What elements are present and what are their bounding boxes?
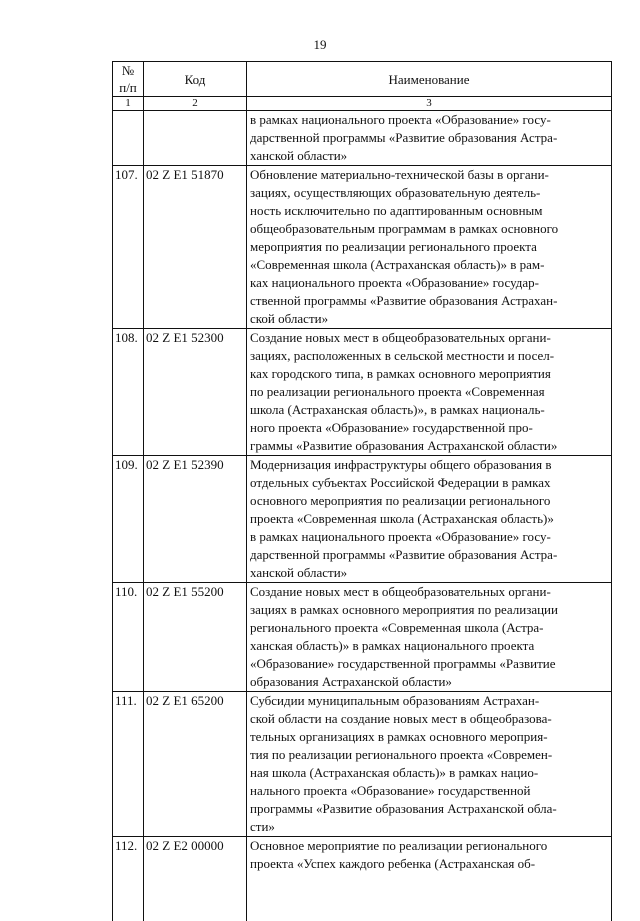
name-line: граммы «Развитие образования Астраханской области» <box>250 437 608 455</box>
name-line: ханской области» <box>250 564 608 582</box>
name-line: дарственной программы «Развитие образования Астра- <box>250 129 608 147</box>
row-code: 02 Z E1 55200 <box>144 583 247 692</box>
table-row <box>113 166 612 329</box>
name-line: дарственной программы «Развитие образования Астра- <box>250 546 608 564</box>
column-index-2: 2 <box>144 97 247 111</box>
name-line: нального проекта «Образование» государственной <box>250 782 608 800</box>
name-line: зациях, расположенных в сельской местности и посел- <box>250 347 608 365</box>
row-num: 111. <box>113 692 144 837</box>
name-line: школа (Астраханская область)», в рамках националь- <box>250 401 608 419</box>
name-line: сти» <box>250 818 608 836</box>
header-code: Код <box>144 62 247 97</box>
row-num: 107. <box>113 166 144 329</box>
header-num: № п/п <box>113 62 144 97</box>
name-line: проекта «Современная школа (Астраханская область)» <box>250 510 608 528</box>
budget-classification-table <box>112 61 612 921</box>
page-number: 19 <box>0 37 640 53</box>
name-line: зациях, осуществляющих образовательную деятель- <box>250 184 608 202</box>
name-line: по реализации регионального проекта «Современная <box>250 383 608 401</box>
name-line: зациях в рамках основного мероприятия по реализации <box>250 601 608 619</box>
row-name <box>247 692 612 837</box>
row-name <box>247 166 612 329</box>
row-code <box>144 111 247 166</box>
column-index-row <box>113 97 612 111</box>
row-num: 108. <box>113 329 144 456</box>
name-line: мероприятия по реализации регионального проекта <box>250 238 608 256</box>
row-name <box>247 111 612 166</box>
table-row <box>113 692 612 837</box>
name-line: Создание новых мест в общеобразовательных органи- <box>250 329 608 347</box>
row-num <box>113 111 144 166</box>
row-name <box>247 329 612 456</box>
table-row <box>113 456 612 583</box>
row-num: 112. <box>113 837 144 921</box>
table-row <box>113 837 612 921</box>
name-line: ской области» <box>250 310 608 328</box>
name-line: отдельных субъектах Российской Федерации в рамках <box>250 474 608 492</box>
name-line: ской области на создание новых мест в общеобразова- <box>250 710 608 728</box>
name-line: ного проекта «Образование» государственной про- <box>250 419 608 437</box>
column-index-1: 1 <box>113 97 144 111</box>
row-code: 02 Z E1 65200 <box>144 692 247 837</box>
name-line: ственной программы «Развитие образования Астрахан- <box>250 292 608 310</box>
name-line: тельных организациях в рамках основного мероприя- <box>250 728 608 746</box>
name-line: ханской области» <box>250 147 608 165</box>
row-code: 02 Z E2 00000 <box>144 837 247 921</box>
header-row <box>113 62 612 97</box>
row-num: 109. <box>113 456 144 583</box>
table-row-continuation <box>113 111 612 166</box>
name-line: тия по реализации регионального проекта «Современ- <box>250 746 608 764</box>
name-line: образования Астраханской области» <box>250 673 608 691</box>
name-line: ханская область)» в рамках национального проекта <box>250 637 608 655</box>
row-num: 110. <box>113 583 144 692</box>
name-line: ность исключительно по адаптированным основным <box>250 202 608 220</box>
row-name <box>247 456 612 583</box>
row-code: 02 Z E1 52300 <box>144 329 247 456</box>
name-line: Создание новых мест в общеобразовательных органи- <box>250 583 608 601</box>
name-line: «Образование» государственной программы «Развитие <box>250 655 608 673</box>
name-line: в рамках национального проекта «Образование» госу- <box>250 528 608 546</box>
row-name <box>247 583 612 692</box>
name-line: программы «Развитие образования Астраханской обла- <box>250 800 608 818</box>
table-row <box>113 583 612 692</box>
table-row <box>113 329 612 456</box>
name-line: проекта «Успех каждого ребенка (Астраханская об- <box>250 855 608 873</box>
row-code: 02 Z E1 52390 <box>144 456 247 583</box>
name-line: «Современная школа (Астраханская область)» в рам- <box>250 256 608 274</box>
column-index-3: 3 <box>247 97 612 111</box>
name-line: основного мероприятия по реализации регионального <box>250 492 608 510</box>
name-line: в рамках национального проекта «Образование» госу- <box>250 111 608 129</box>
name-line: Основное мероприятие по реализации регионального <box>250 837 608 855</box>
name-line: общеобразовательным программам в рамках основного <box>250 220 608 238</box>
row-name <box>247 837 612 921</box>
name-line: Модернизация инфраструктуры общего образования в <box>250 456 608 474</box>
name-line: Обновление материально-технической базы в органи- <box>250 166 608 184</box>
name-line: регионального проекта «Современная школа (Астра- <box>250 619 608 637</box>
name-line: Субсидии муниципальным образованиям Астрахан- <box>250 692 608 710</box>
name-line: ках национального проекта «Образование» государ- <box>250 274 608 292</box>
name-line: ная школа (Астраханская область)» в рамках нацио- <box>250 764 608 782</box>
header-name: Наименование <box>247 62 612 97</box>
name-line: ках городского типа, в рамках основного мероприятия <box>250 365 608 383</box>
row-code: 02 Z E1 51870 <box>144 166 247 329</box>
